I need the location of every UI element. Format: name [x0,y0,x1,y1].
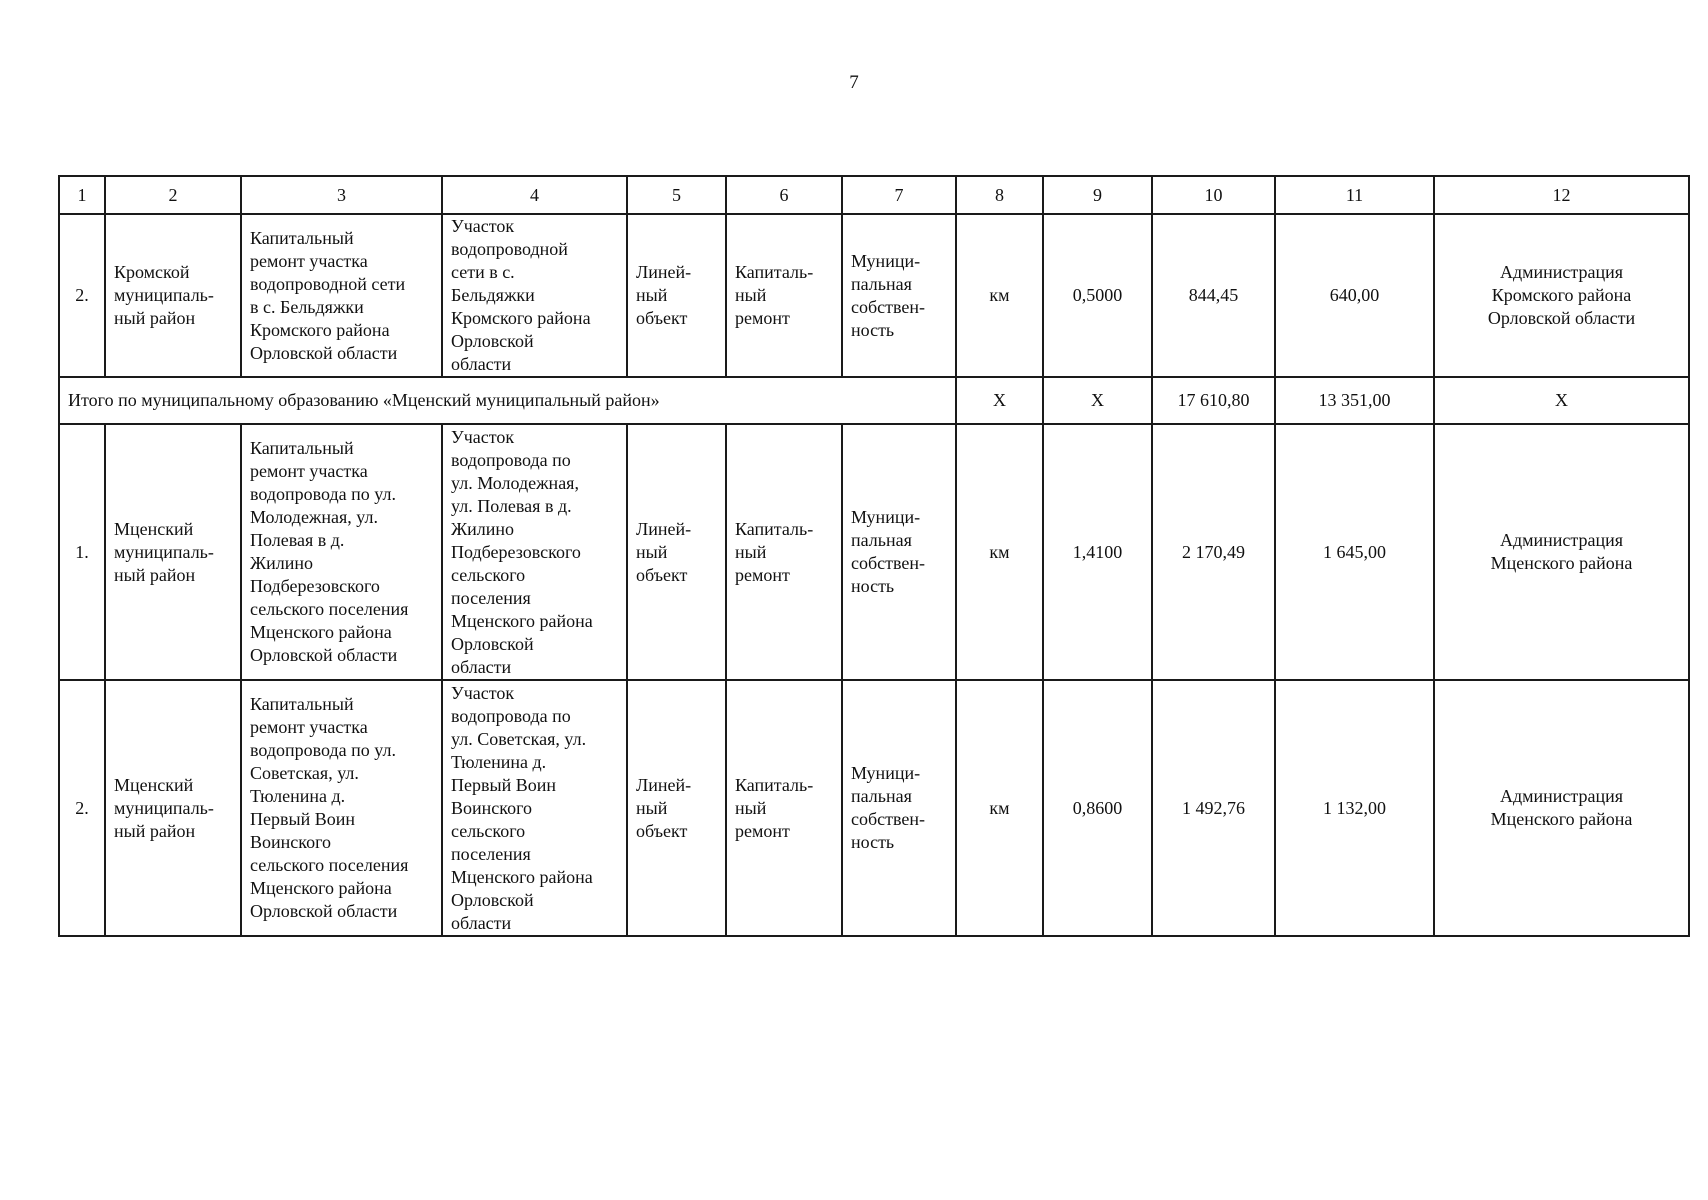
object-type-cell: Линей- ный объект [636,774,692,841]
column-number: 7 [842,176,956,214]
column-number-row [59,176,1689,214]
administration-cell: Администрация Мценского района [1490,786,1633,829]
capacity-cell: 1,4100 [1043,424,1152,680]
unit-cell: км [956,214,1043,377]
administration-cell: Администрация Кромского района Орловской области [1487,262,1636,328]
work-name-cell: Капитальный ремонт участка водопровода по ул. Молодежная, ул. Полевая в д. Жилино Подберезовского сельского поселения Мценского района Орловской области [250,438,409,665]
column-number: 9 [1043,176,1152,214]
row-number: 1. [59,424,105,680]
work-name-cell: Капитальный ремонт участка водопровода по ул. Советская, ул. Тюленина д. Первый Воин Воинского сельского поселения Мценского района Орловской области [250,694,409,921]
subsidy-cell: 1 132,00 [1275,680,1434,936]
total-row [59,377,1689,424]
table-row [59,424,1689,680]
object-name-cell: Участок водопровода по ул. Советская, ул. Тюленина д. Первый Воин Воинского сельского поселения Мценского района Орловской области [451,682,593,933]
object-type-cell: Линей- ный объект [636,262,692,328]
work-type-cell: Капиталь- ный ремонт [735,262,814,328]
total-label: Итого по муниципальному образованию «Мценский муниципальный район» [59,377,956,424]
column-number: 2 [105,176,241,214]
column-number: 4 [442,176,627,214]
column-number: 10 [1152,176,1275,214]
row-number: 2. [59,680,105,936]
object-name-cell: Участок водопроводной сети в с. Бельдяжки Кромского района Орловской области [451,216,591,374]
data-table [58,175,1690,937]
cost-cell: 2 170,49 [1152,424,1275,680]
municipality-cell: Мценский муниципаль- ный район [114,774,214,841]
row-number: 2. [59,214,105,377]
unit-cell: км [956,424,1043,680]
ownership-cell: Муници- пальная собствен- ность [851,507,926,596]
cost-cell: 844,45 [1152,214,1275,377]
column-number: 11 [1275,176,1434,214]
ownership-cell: Муници- пальная собствен- ность [851,763,926,852]
subsidy-cell: 1 645,00 [1275,424,1434,680]
cost-cell: 1 492,76 [1152,680,1275,936]
administration-cell: Администрация Мценского района [1490,530,1633,573]
total-administration-cell: Х [1434,377,1689,424]
column-number: 8 [956,176,1043,214]
page-number: 7 [849,72,859,93]
work-type-cell: Капиталь- ный ремонт [735,774,814,841]
table-row [59,680,1689,936]
municipality-cell: Кромской муниципаль- ный район [114,262,214,328]
work-type-cell: Капиталь- ный ремонт [735,518,814,585]
capacity-cell: 0,5000 [1043,214,1152,377]
total-cost-cell: 17 610,80 [1152,377,1275,424]
total-capacity-cell: Х [1043,377,1152,424]
municipality-cell: Мценский муниципаль- ный район [114,518,214,585]
subsidy-cell: 640,00 [1275,214,1434,377]
unit-cell: км [956,680,1043,936]
object-type-cell: Линей- ный объект [636,518,692,585]
total-unit-cell: Х [956,377,1043,424]
ownership-cell: Муници- пальная собствен- ность [851,250,926,340]
column-number: 12 [1434,176,1689,214]
object-name-cell: Участок водопровода по ул. Молодежная, ул. Полевая в д. Жилино Подберезовского сельского поселения Мценского района Орловской области [451,426,593,677]
column-number: 1 [59,176,105,214]
work-name-cell: Капитальный ремонт участка водопроводной сети в с. Бельдяжки Кромского района Орловской области [250,227,406,363]
capacity-cell: 0,8600 [1043,680,1152,936]
column-number: 3 [241,176,442,214]
column-number: 5 [627,176,726,214]
table-row [59,214,1689,377]
total-subsidy-cell: 13 351,00 [1275,377,1434,424]
column-number: 6 [726,176,842,214]
